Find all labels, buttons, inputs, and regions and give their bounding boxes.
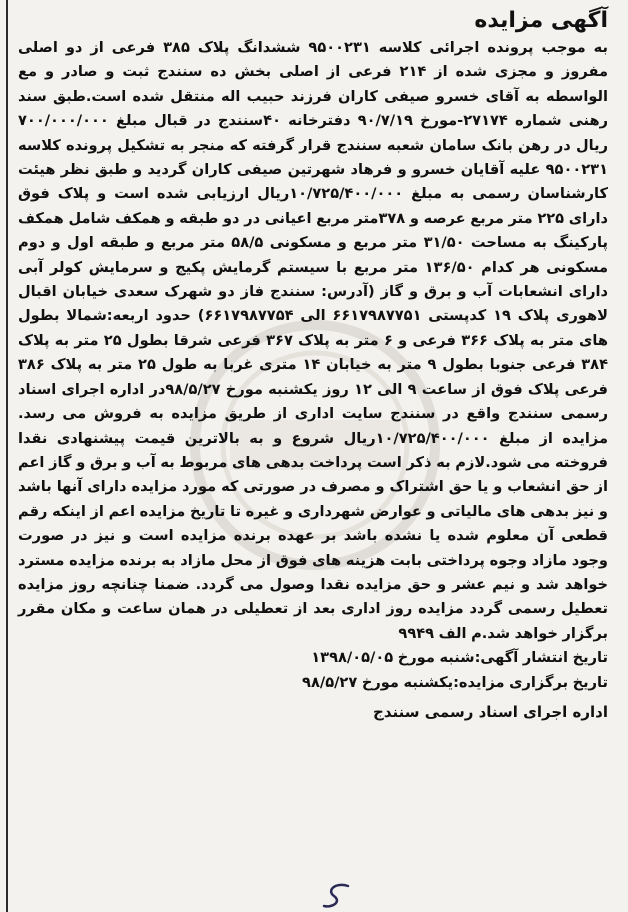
auction-date: تاریخ برگزاری مزایده:یکشنبه مورخ ۹۸/۵/۲۷ xyxy=(302,673,608,691)
column-rule xyxy=(6,0,8,912)
publish-date: تاریخ انتشار آگهی:شنبه مورخ ۱۳۹۸/۰۵/۰۵ xyxy=(311,649,608,667)
notice-title: آگهی مزایده xyxy=(474,8,608,33)
issuing-office: اداره اجرای اسناد رسمی سنندج xyxy=(373,702,608,721)
notice-body: به موجب پرونده اجرائی کلاسه ۹۵۰۰۲۳۱ ششدانگ پلاک ۳۸۵ فرعی از دو اصلی مفروز و مجزی شده از ۲۱۴ فرعی از اصلی بخش ده سنندج ثبت و صادر و مع الواسطه به آقای خسرو صیفی کاران فرزند حبیب اله منتقل شده است.طبق سند رهنی شماره ۲۷۱۷۴-مورخ ۹۰/۷/۱۹ دفترخانه ۴۰سنندج در قبال مبلغ ۷۰۰/۰۰۰/۰۰۰ ریال در رهن بانک سامان شعبه سنندج قرار گرفته که منجر به تشکیل پرونده کلاسه ۹۵۰۰۲۳۱ علیه آقایان خسرو و فرهاد شهرتین صیفی کاران گردید و طبق نظر هیئت کارشناسان رسمی به مبلغ ۱۰/۷۲۵/۴۰۰/۰۰۰ریال ارزیابی شده است و پلاک فوق دارای ۲۲۵ متر مربع عرصه و ۳۷۸متر مربع اعیانی در دو طبقه و همکف شامل همکف پارکینگ به مساحت ۳۱/۵۰ متر مربع و مسکونی ۵۸/۵ متر مربع و طبقه اول و دوم مسکونی هر کدام ۱۳۶/۵۰ متر مربع با سیستم گرمایش پکیج و سرمایش کولر آبی دارای انشعابات آب و برق و گاز (آدرس: سنندج فاز دو شهرک سعدی خیابان اقبال لاهوری پلاک ۱۹ کدپستی ۶۶۱۷۹۸۷۷۵۱ الی ۶۶۱۷۹۸۷۷۵۴) حدود اربعه:شمالا بطول های متر به پلاک ۳۶۶ فرعی و ۶ متر به پلاک ۳۶۷ فرعی شرقا بطول ۲۵ متر به پلاک ۳۸۴ فرعی جنوبا بطول ۹ متر به خیابان ۱۴ متری غربا به طول ۲۵ متر به پلاک ۳۸۶ فرعی پلاک فوق از ساعت ۹ الی ۱۲ روز یکشنبه مورخ ۹۸/۵/۲۷در اداره اجرای اسناد رسمی سنندج واقع در سنندج سایت اداری از طریق مزایده به فروش می رسد. مزایده از مبلغ ۱۰/۷۲۵/۴۰۰/۰۰۰ریال شروع و به بالاترین قیمت پیشنهادی نقدا فروخته می شود.لازم به ذکر است پرداخت بدهی های مربوط به آب و برق و گاز اعم از حق انشعاب و یا حق اشتراک و مصرف در صورتی که مورد مزایده دارای آنها باشد و نیز بدهی های مالیاتی و عوارض شهرداری و غیره تا تاریخ مزایده اعم از اینکه رقم قطعی آن معلوم شده یا نشده باشد بر عهده برنده مزایده است و نیز در صورت وجود مازاد وجوه پرداختی بابت هزینه های فوق از محل مازاد به برنده مزایده مسترد خواهد شد و نیم عشر و حق مزایده نقدا وصول می گردد. ضمنا چنانچه روز مزایده تعطیل رسمی گردد مزایده روز اداری بعد از تعطیلی در همان ساعت و مکان مقرر برگزار خواهد شد.م الف ۹۹۴۹ xyxy=(18,39,609,642)
handwritten-mark xyxy=(318,880,358,910)
auction-notice xyxy=(18,0,608,725)
